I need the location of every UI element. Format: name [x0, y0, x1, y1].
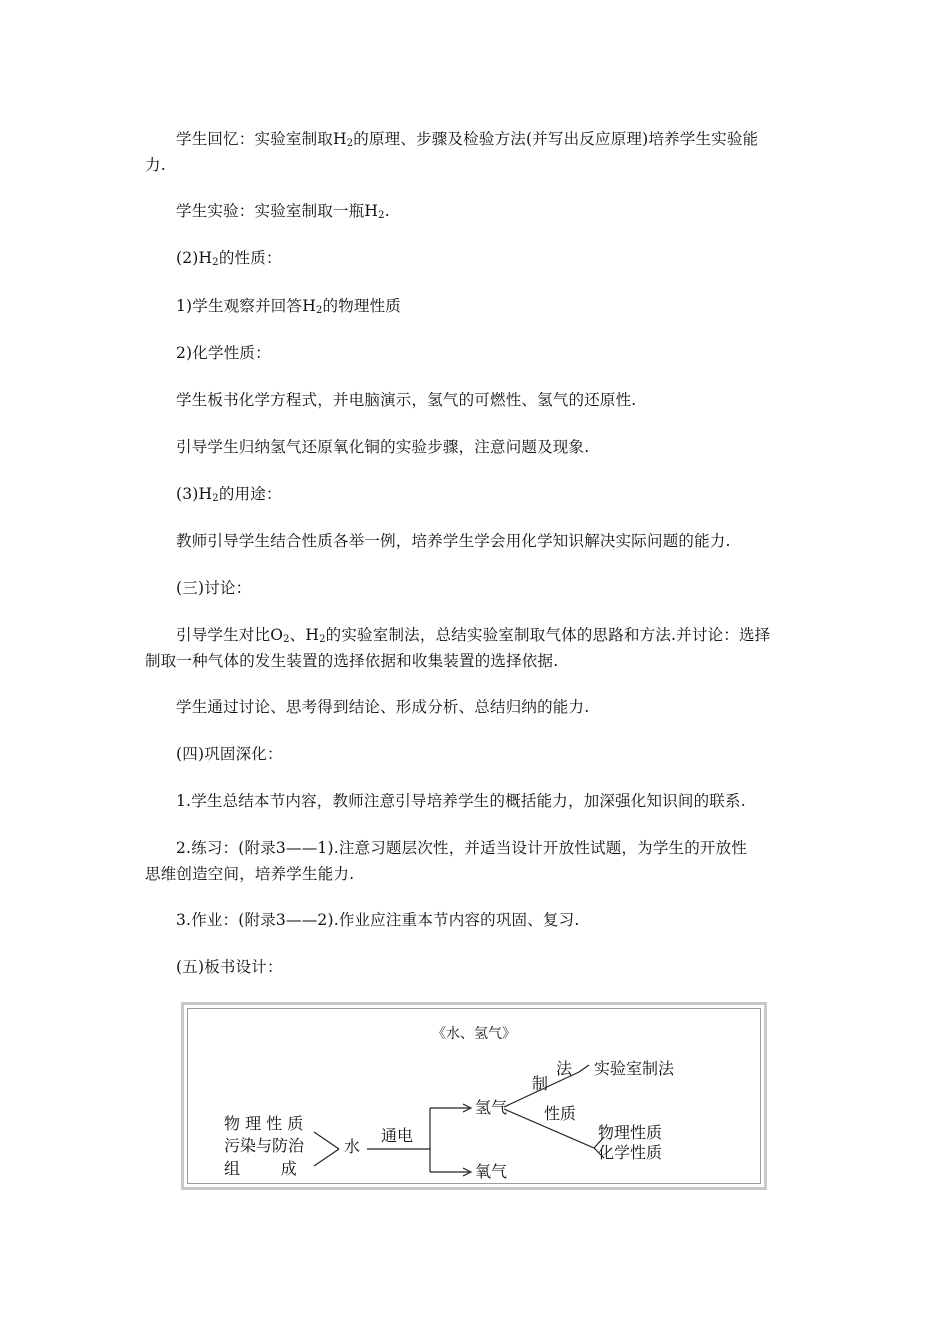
item-homework: 3.作业：(附录3——2).作业应注重本节内容的巩固、复习. — [176, 911, 580, 929]
item-practice: 2.练习：(附录3——1).注意习题层次性，并适当设计开放性试题，为学生的开放性 — [176, 839, 748, 857]
board-hydrogen: 氢气 — [475, 1098, 508, 1117]
paragraph-compare-cont: 制取一种气体的发生装置的选择依据和收集装置的选择依据. — [145, 652, 559, 670]
arrow-to-water-lower — [314, 1149, 339, 1166]
item-practice-cont: 思维创造空间，培养学生能力. — [145, 865, 355, 883]
board-electrolysis: 通电 — [381, 1126, 414, 1145]
board-title: 《水、氢气》 — [432, 1026, 516, 1042]
item-chemical-properties: 2)化学性质： — [176, 344, 271, 362]
board-water: 水 — [344, 1137, 361, 1156]
heading-consolidation: (四)巩固深化： — [176, 745, 283, 763]
heading-discussion: (三)讨论： — [176, 579, 252, 597]
paragraph-uses-examples: 教师引导学生结合性质各举一例，培养学生学会用化学知识解决实际问题的能力. — [176, 532, 731, 550]
board-design-figure — [181, 1002, 767, 1190]
paragraph-experiment: 学生实验：实验室制取一瓶$H_2$. — [176, 202, 390, 221]
heading-h2-properties: $(2)H_2$的性质： — [176, 249, 282, 268]
item-summary: 1.学生总结本节内容，教师注意引导培养学生的概括能力，加深强化知识间的联系. — [176, 792, 746, 810]
paragraph-board-equations: 学生板书化学方程式，并电脑演示，氢气的可燃性、氢气的还原性. — [176, 391, 637, 409]
board-fa: 法 — [556, 1059, 573, 1078]
board-physical-properties: 物理性质 — [598, 1123, 663, 1142]
heading-h2-uses: $(3)H_2$的用途： — [176, 485, 282, 504]
board-left-physical: 物 理 性 质 — [224, 1114, 304, 1133]
paragraph-reduction-steps: 引导学生归纳氢气还原氧化铜的实验步骤，注意问题及现象. — [176, 438, 590, 456]
item-physical-properties: 1)学生观察并回答$H_2$的物理性质 — [176, 297, 402, 316]
board-zhi: 制 — [532, 1074, 549, 1093]
board-left-pollution: 污染与防治 — [224, 1136, 305, 1155]
paragraph-discussion-ability: 学生通过讨论、思考得到结论、形成分析、总结归纳的能力. — [176, 698, 590, 716]
board-lab-method: 实验室制法 — [594, 1059, 675, 1078]
paragraph-compare: 引导学生对比$O_2$、$H_2$的实验室制法，总结实验室制取气体的思路和方法.并讨论：选择 — [176, 626, 771, 645]
board-properties-label: 性质 — [544, 1104, 577, 1123]
board-chemical-properties: 化学性质 — [598, 1143, 663, 1162]
heading-board-design: (五)板书设计： — [176, 958, 283, 976]
arrow-to-water-upper — [314, 1132, 339, 1149]
board-oxygen: 氧气 — [475, 1162, 508, 1181]
board-left-composition: 组 成 — [224, 1159, 297, 1178]
paragraph-recall-cont: 力. — [145, 156, 166, 174]
paragraph-recall: 学生回忆：实验室制取$H_2$的原理、步骤及检验方法(并写出反应原理)培养学生实验能 — [176, 130, 759, 149]
branch-preparation-tip — [579, 1065, 589, 1072]
